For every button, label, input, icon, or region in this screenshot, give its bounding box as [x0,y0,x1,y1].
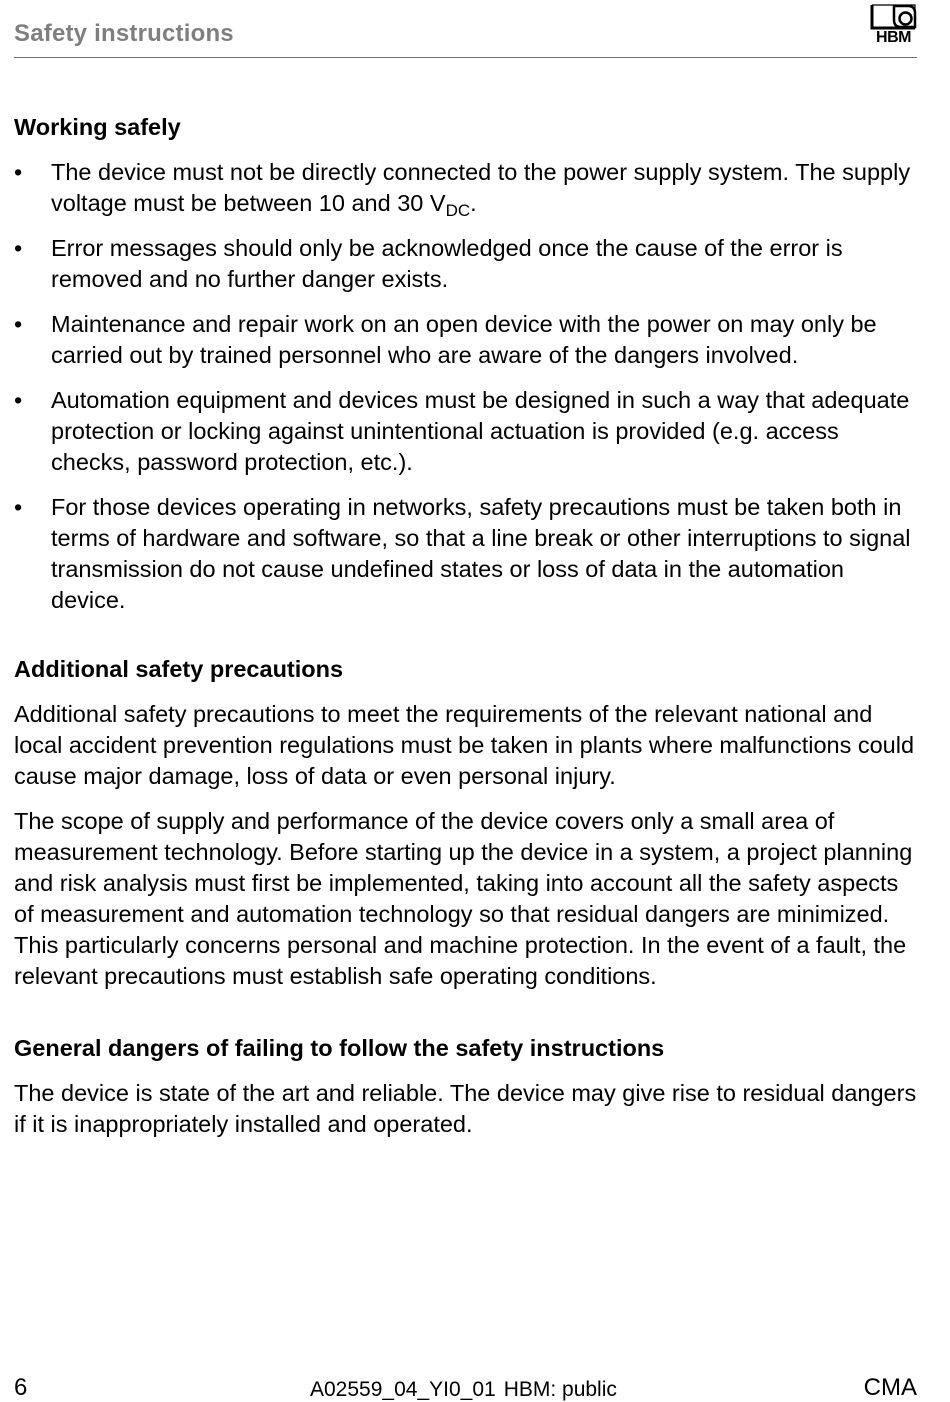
page-footer [14,1372,917,1402]
list-item-suffix: . [470,190,477,216]
heading-working-safely: Working safely [14,114,181,140]
bullet-icon: • [14,311,23,337]
list-item [14,385,919,478]
heading-additional-precautions: Additional safety precautions [14,656,344,682]
paragraph: Additional safety precautions to meet the requirements of the relevant national and local accident prevention regulations must be taken in plants where malfunctions could cause major damage, loss of data or even personal injury. [14,701,915,789]
list-item-text: For those devices operating in networks, safety precautions must be taken both in terms of hardware and software, so that a line break or other interruptions to signal transmission do not cause undefined states or loss of data in the automation device. [51,494,911,613]
paragraph: The device is state of the art and reliable. The device may give rise to residual dangers if it is inappropriately installed and operated. [14,1080,917,1137]
hbm-logo [870,4,917,46]
list-item [14,233,919,295]
list-item [14,492,919,616]
working-safely-list [14,157,919,616]
paragraph: The scope of supply and performance of the device covers only a small area of measurement technology. Before starting up the device in a system, a project planning and risk analysis must first be implemented, taking into account all the safety aspects of measurement and automation technology so that residual dangers are minimized. This particularly concerns personal and machine protection. In the event of a fault, the relevant precautions must establish safe operating conditions. [14,808,913,989]
hbm-logo-text: HBM [876,29,911,46]
page-content [14,112,919,1154]
page-header [14,0,917,58]
document-code: A02559_04_YI0_01 [310,1378,496,1401]
bullet-icon: • [14,494,23,520]
hbm-logo-mark-icon [870,4,917,30]
heading-general-dangers: General dangers of failing to follow the safety instructions [14,1035,665,1061]
list-item-text: The device must not be directly connected to the power supply system. The supply voltage must be between 10 and 30 V [51,159,911,216]
list-item-text: Automation equipment and devices must be designed in such a way that adequate protection or locking against unintentional actuation is provided (e.g. access checks, password protection, etc.). [51,387,910,475]
bullet-icon: • [14,159,23,185]
header-title: Safety instructions [14,20,234,47]
document-id [310,1378,617,1402]
list-item [14,157,919,219]
list-item-text: Maintenance and repair work on an open device with the power on may only be carried out by trained personnel who are aware of the dangers involved. [51,311,877,368]
list-item [14,309,919,371]
bullet-icon: • [14,235,23,261]
product-name: CMA [863,1374,917,1401]
bullet-icon: • [14,387,23,413]
voltage-subscript: DC [445,201,471,220]
classification-label: HBM: public [503,1378,617,1401]
page-number: 6 [14,1374,28,1401]
list-item-text: Error messages should only be acknowledged once the cause of the error is removed and no further danger exists. [51,235,843,292]
